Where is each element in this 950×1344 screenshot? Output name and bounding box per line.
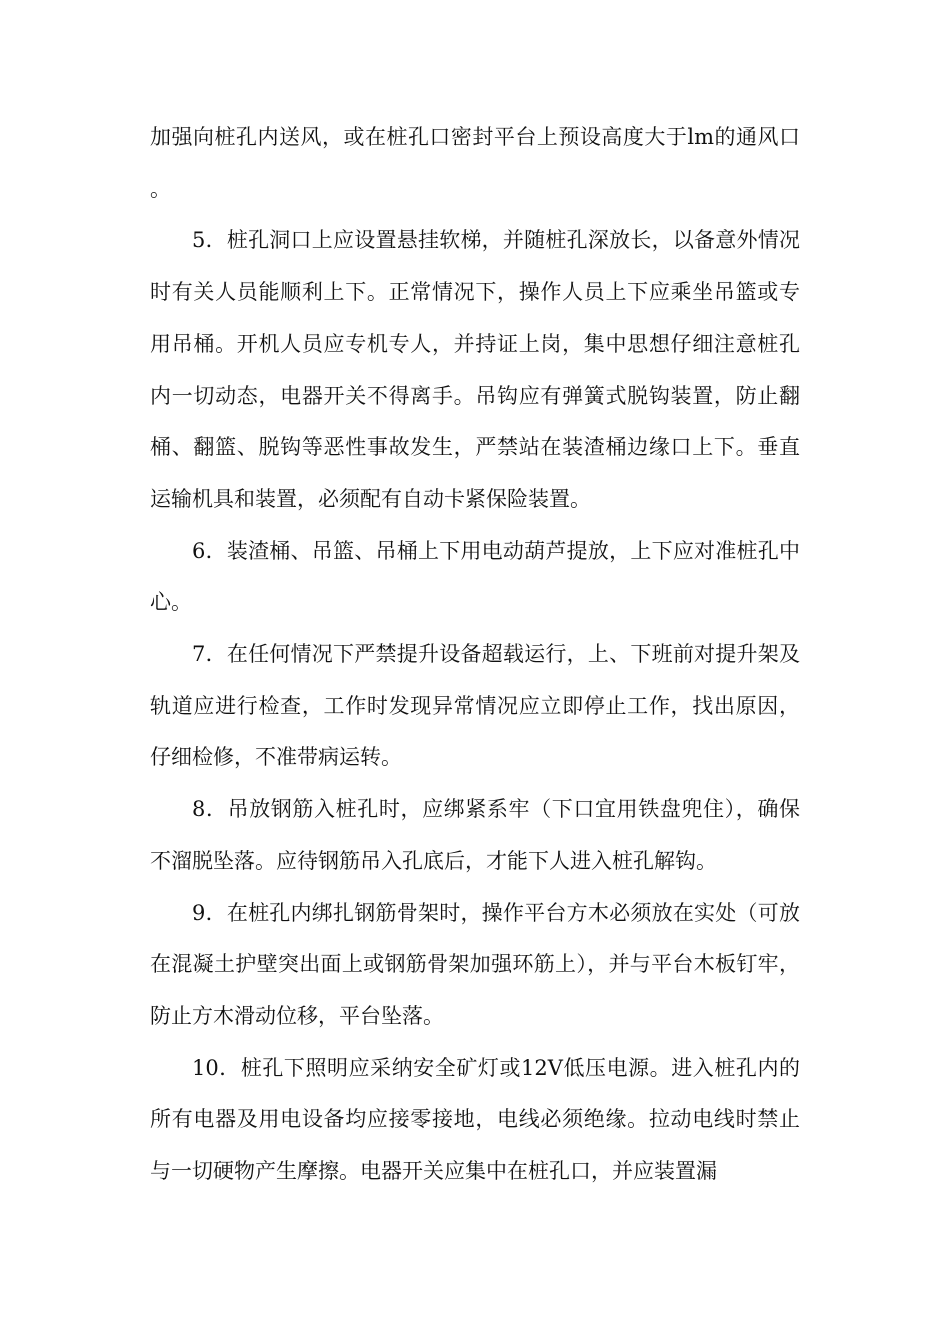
paragraph-item-9: 9．在桩孔内绑扎钢筋骨架时，操作平台方木必须放在实处（可放在混凝土护壁突出面上或钢筋骨架加强环筋上），并与平台木板钉牢，防止方木滑动位移，平台坠落。 (150, 900, 800, 1028)
document-body (150, 112, 800, 1198)
paragraph-item-7: 7．在任何情况下严禁提升设备超载运行，上、下班前对提升架及轨道应进行检查，工作时发现异常情况应立即停止工作，找出原因，仔细检修，不准带病运转。 (150, 642, 800, 770)
paragraph-item-6: 6．装渣桶、吊篮、吊桶上下用电动葫芦提放，上下应对准桩孔中心。 (150, 538, 800, 615)
paragraph-continuation: 加强向桩孔内送风，或在桩孔口密封平台上预设高度大于lm的通风口。 (150, 125, 800, 201)
paragraph-item-10: 10．桩孔下照明应采纳安全矿灯或12V低压电源。进入桩孔内的所有电器及用电设备均应接零接地，电线必须绝缘。拉动电线时禁止与一切硬物产生摩擦。电器开关应集中在桩孔口，并应装置漏 (150, 1055, 800, 1184)
paragraph-item-5: 5．桩孔洞口上应设置悬挂软梯，并随桩孔深放长，以备意外情况时有关人员能顺利上下。正常情况下，操作人员上下应乘坐吊篮或专用吊桶。开机人员应专机专人，并持证上岗，集中思想仔细注意桩孔内一切动态，电器开关不得离手。吊钩应有弹簧式脱钩装置，防止翻桶、翻篮、脱钩等恶性事故发生，严禁站在装渣桶边缘口上下。垂直运输机具和装置，必须配有自动卡紧保险装置。 (150, 228, 800, 511)
paragraph-item-8: 8．吊放钢筋入桩孔时，应绑紧系牢（下口宜用铁盘兜住），确保不溜脱坠落。应待钢筋吊入孔底后，才能下人进入桩孔解钩。 (150, 797, 800, 873)
